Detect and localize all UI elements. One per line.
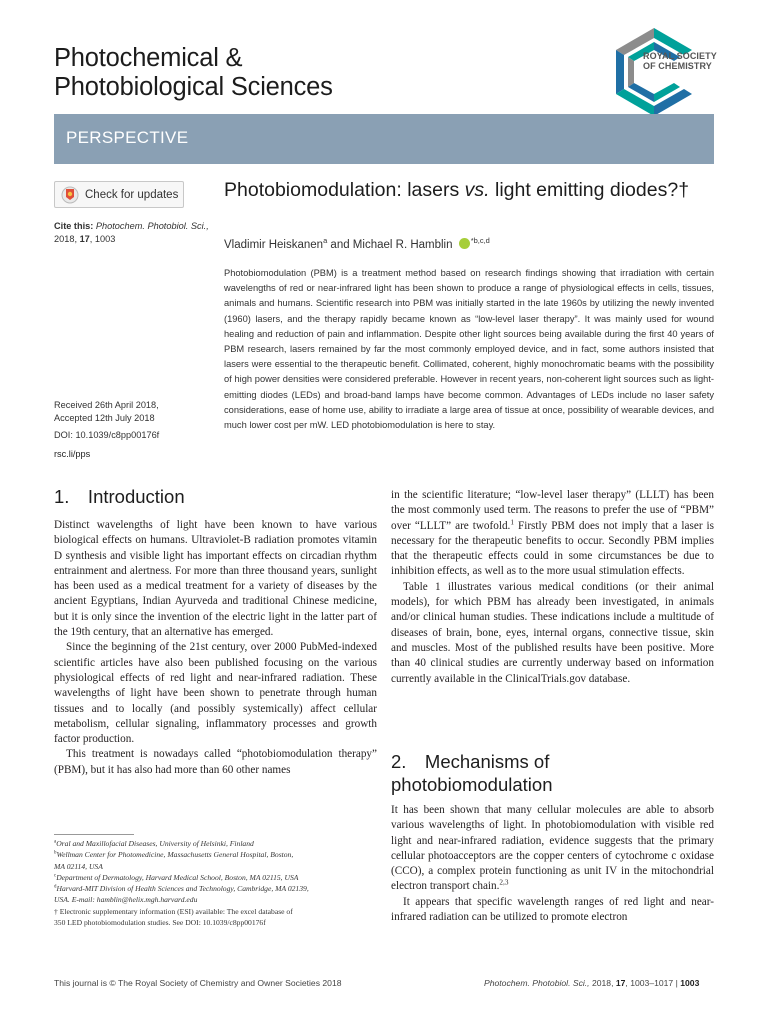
title-vs: vs. bbox=[464, 179, 490, 201]
footer-volume: 17 bbox=[615, 978, 626, 988]
journal-title-line2: Photobiological Sciences bbox=[54, 73, 333, 101]
footnote-b: Wellman Center for Photomedicine, Massachusetts General Hospital, Boston, bbox=[56, 850, 294, 860]
journal-link[interactable]: rsc.li/pps bbox=[54, 449, 91, 459]
check-for-updates-button[interactable] bbox=[54, 181, 184, 208]
citation-info bbox=[54, 220, 214, 246]
footnote-a: Oral and Maxillofacial Diseases, University of Helsinki, Finland bbox=[56, 839, 254, 848]
orcid-icon[interactable] bbox=[459, 238, 470, 249]
publisher-name bbox=[643, 51, 717, 71]
ref-1: 1 bbox=[510, 517, 514, 526]
received-date: Received 26th April 2018, bbox=[54, 400, 159, 410]
copyright-footer: This journal is © The Royal Society of Chemistry and Owner Societies 2018 bbox=[54, 978, 342, 988]
cite-volume: 17 bbox=[79, 234, 90, 244]
footnote-c: Department of Dermatology, Harvard Medical School, Boston, MA 02115, USA bbox=[56, 872, 299, 882]
author-hamblin: and Michael R. Hamblin bbox=[327, 239, 456, 251]
author-heiskanen: Vladimir Heiskanen bbox=[224, 239, 324, 251]
publisher-line1: ROYAL SOCIETY bbox=[643, 51, 717, 61]
footer-pages: , 1003–1017 | bbox=[625, 978, 681, 988]
cite-year: 2018, bbox=[54, 234, 77, 244]
intro-paragraph-4: Table 1 illustrates various medical conditions (or their animal models), for which PBM has already been investigated, in animals and/or clinical human studies. These indications include a multitude of diseases of brain, bone, eyes, internal organs, connective tissue, skin and muscles. Most of the published results have been positive. More than 40 clinical studies are currently underway based on information currently available in the ClinicalTrials.gov database. bbox=[391, 580, 714, 685]
intro-paragraph-3: This treatment is nowadays called “photobiomodulation therapy” (PBM), but it has also had more than 60 other names bbox=[54, 748, 377, 776]
page-citation-footer bbox=[484, 978, 699, 988]
cite-pages: , 1003 bbox=[89, 234, 116, 244]
footnote-d: Harvard-MIT Division of Health Sciences and Technology, Cambridge, MA 02139, bbox=[56, 884, 309, 894]
mech-p1-text: It has been shown that many cellular molecules are able to absorb various wavelengths of light. In photobiomodulation with visible red light and near-infrared radiation, evidence suggests that the primary cellular photoacceptors are the copper centers of cytochrome c oxidase (CCO), a complex protein functioning as unit IV in the mitochondrial electron transport chain. bbox=[391, 804, 714, 893]
crossmark-icon bbox=[61, 186, 79, 204]
p3-cont-a: in the scientific literature; “low-level laser therapy” (LLLT) has been the most commonly used term. The reasons to prefer the use of “PBM” over “LLLT” are twofold. bbox=[391, 489, 714, 532]
section-heading-introduction: 1. Introduction bbox=[54, 486, 185, 507]
author-list bbox=[224, 238, 490, 251]
check-for-updates-label: Check for updates bbox=[85, 188, 179, 201]
accepted-date: Accepted 12th July 2018 bbox=[54, 413, 155, 423]
doi-link[interactable]: DOI: 10.1039/c8pp00176f bbox=[54, 430, 160, 440]
footnote-divider bbox=[54, 834, 134, 835]
article-type-label: PERSPECTIVE bbox=[66, 128, 189, 147]
journal-title-line1: Photochemical & bbox=[54, 44, 243, 72]
cite-label: Cite this: bbox=[54, 221, 94, 231]
publisher-line2: OF CHEMISTRY bbox=[643, 61, 712, 71]
footnote-d-cont: USA. E-mail: hamblin@helix.mgh.harvard.edu bbox=[54, 895, 198, 905]
article-title bbox=[224, 178, 694, 202]
cite-journal: Photochem. Photobiol. Sci., bbox=[95, 221, 209, 231]
footer-journal: Photochem. Photobiol. Sci., bbox=[484, 978, 590, 988]
footer-year: 2018, bbox=[589, 978, 616, 988]
intro-paragraph-1: Distinct wavelengths of light have been known to have various biological effects on humans. Ultraviolet-B radiation promotes vitamin D synthesis and visible light has important effects on circadian rhythm entrainment and alertness. For more than three thousand years, sunlight has been used as a medical treatment for a variety of diseases by the ancient Egyptians, Indian Ayurveda and traditional Chinese medicine, but it is only since the invention of the electric light in the latter part of the 19th century, that an alternative has emerged. bbox=[54, 519, 377, 639]
footnote-esi: † Electronic supplementary information (ESI) available: The excel database of bbox=[54, 906, 293, 916]
p3-cont-b: Firstly PBM does not imply that a laser is necessary for the therapeutic benefits to occur. Secondly PBM implies that the therapeutic effects could in some circumstances be due to inhibition effects, as well as to the more usual stimulation effects. bbox=[391, 519, 714, 578]
mechanisms-heading-line2: photobiomodulation bbox=[391, 774, 553, 795]
intro-paragraph-2: Since the beginning of the 21st century, over 2000 PubMed-indexed scientific articles have also been published focusing on the various physiological effects of red light and near-infrared radiation. These wavelengths of light have been shown to penetrate through human tissues and to locally (and possibly systemically) affect cellular metabolism, cellular signaling, inflammatory processes and growth factor production. bbox=[54, 641, 377, 746]
author1-affil: a bbox=[323, 236, 328, 246]
ref-2-3: 2,3 bbox=[499, 878, 509, 887]
section-heading-mechanisms bbox=[391, 750, 553, 796]
author2-affil: *b,c,d bbox=[470, 236, 490, 246]
page-number: 1003 bbox=[680, 978, 700, 988]
affiliation-footnotes: $^a$Oral and Maxillofacial Diseases, University of Helsinki, Finland $^b$Wellman Center for Photomedicine, Massachusetts General Hospital, Boston, MA 02114, USA $^c$Department of Dermatology, Harvard Medical School, Boston, MA 02115, USA $^d$Harvard-MIT Division of Health Sciences and Technology, Cambridge, MA 02139, USA. E-mail: hamblin@helix.mgh.harvard.edu † Electronic supplementary information (ESI) available: The excel database of 350 LED photobiomodulation studies. See DOI: 10.1039/c8pp00176f bbox=[54, 838, 377, 928]
right-column-text bbox=[391, 488, 714, 687]
rsc-logo-icon bbox=[606, 22, 722, 122]
footnote-esi-cont: 350 LED photobiomodulation studies. See DOI: 10.1039/c8pp00176f bbox=[54, 918, 266, 928]
mechanisms-paragraph-1 bbox=[391, 803, 714, 895]
footnote-b-cont: MA 02114, USA bbox=[54, 861, 103, 871]
mechanisms-heading-line1: 2. Mechanisms of bbox=[391, 751, 550, 772]
article-dates bbox=[54, 399, 214, 425]
intro-paragraph-3-cont bbox=[391, 488, 714, 580]
left-column-text bbox=[54, 518, 377, 778]
mechanisms-paragraph-2: It appears that specific wavelength ranges of red light and near-infrared radiation can be utilized to promote electron bbox=[391, 895, 714, 924]
abstract: Photobiomodulation (PBM) is a treatment method based on research findings showing that irradiation with certain wavelengths of red or near-infrared light has been shown to produce a range of physiological effects in cells, tissues, animals and humans. Scientific research into PBM was initially started in the late 1960s by utilizing the newly invented (1960) lasers, and the therapy rapidly became known as “low-level laser therapy”. It was mainly used for wound healing and reduction of pain and inflammation. Despite other light sources being available during the first 40 years of PBM research, lasers remained by far the most commonly employed device, and in fact, some authors insisted that lasers were essential to the therapeutic benefit. Collimated, coherent, highly monochromatic beams with the possibility of high power densities were considered preferable. However in recent years, non-coherent light sources such as light-emitting diodes (LEDs) and broad-band lamps have become common. Advantages of LEDs include no laser safety considerations, ease of home use, ability to irradiate a large area of tissue at once, possibility of wearable devices, and much lower cost per mW. LED photobiomodulation is here to stay. bbox=[224, 268, 714, 431]
title-part2: light emitting diodes?† bbox=[489, 179, 690, 201]
journal-title bbox=[54, 44, 333, 102]
mechanisms-text bbox=[391, 803, 714, 925]
title-part1: Photobiomodulation: lasers bbox=[224, 179, 465, 201]
